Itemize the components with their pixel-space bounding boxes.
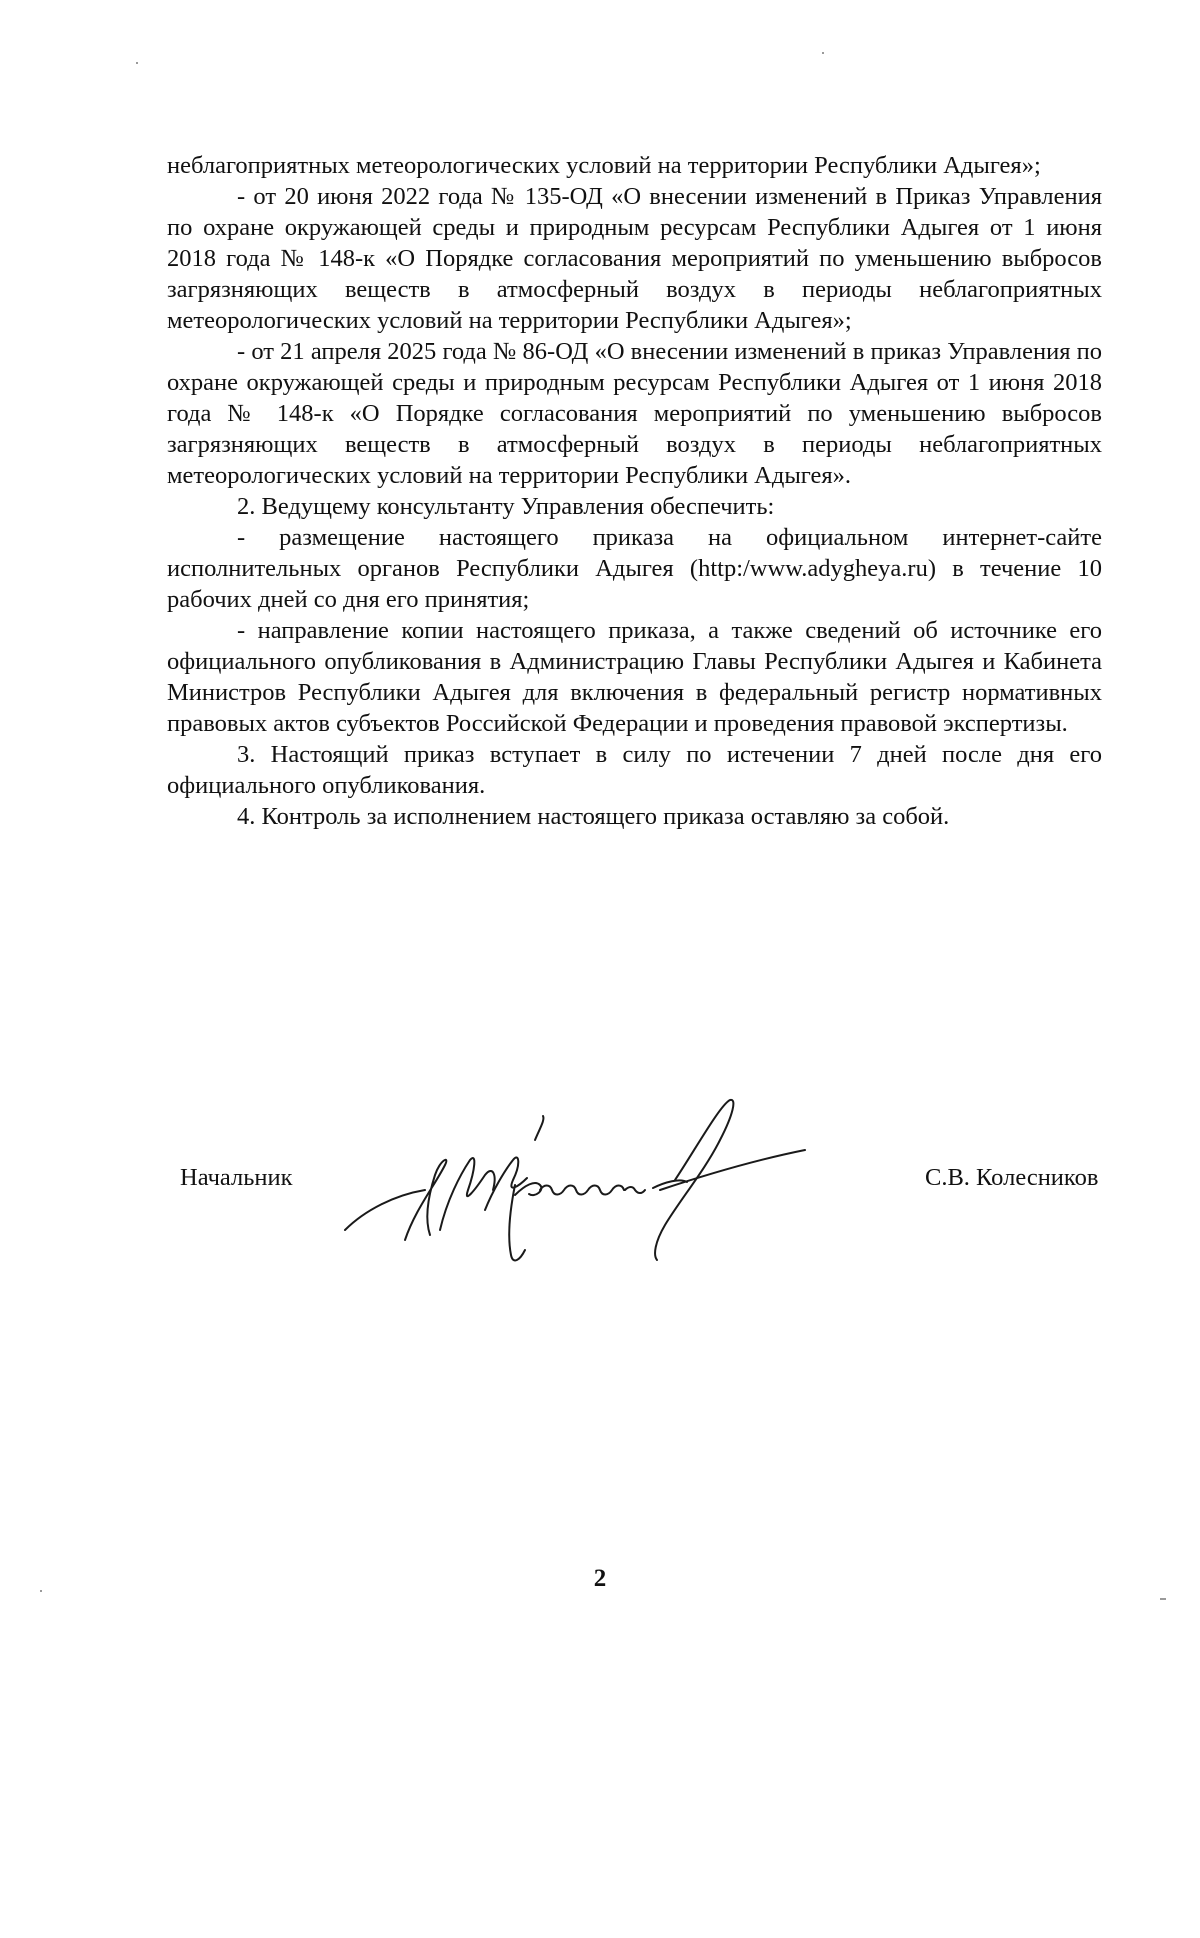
document-body — [167, 150, 1102, 832]
paragraph-continuation: неблагоприятных метеорологических условий на территории Республики Адыгея»; — [167, 152, 1041, 179]
signer-name: С.В. Колесников — [925, 1164, 1099, 1191]
scan-speck — [822, 52, 824, 54]
paragraph-item-2-publication: - размещение настоящего приказа на официальном интернет-сайте исполнительных органов Республики Адыгея (http:/www.adygheya.ru) в течение 10 рабочих дней со дня его принятия; — [167, 524, 1102, 613]
paragraph-item-2: 2. Ведущему консультанту Управления обеспечить: — [237, 493, 775, 520]
scan-speck — [1160, 1598, 1166, 1600]
paragraph-item-4: 4. Контроль за исполнением настоящего приказа оставляю за собой. — [237, 803, 950, 830]
paragraph-item-2-registry: - направление копии настоящего приказа, а также сведений об источнике его официального опубликования в Администрацию Главы Республики Адыгея и Кабинета Министров Республики Адыгея для включения в федеральный регистр нормативных правовых актов субъектов Российской Федерации и проведения правовой экспертизы. — [167, 617, 1102, 737]
page-number: 2 — [593, 1565, 607, 1592]
paragraph-item-3: 3. Настоящий приказ вступает в силу по истечении 7 дней после дня его официального опубликования. — [167, 741, 1102, 799]
scan-speck — [136, 62, 138, 64]
handwritten-signature — [335, 1090, 835, 1290]
paragraph-order-135-od: - от 20 июня 2022 года № 135-ОД «О внесении изменений в Приказ Управления по охране окружающей среды и природным ресурсам Республики Адыгея от 1 июня 2018 года № 148-к «О Порядке согласования мероприятий по уменьшению выбросов загрязняющих веществ в атмосферный воздух в периоды неблагоприятных метеорологических условий на территории Республики Адыгея»; — [167, 183, 1102, 334]
signer-position: Начальник — [180, 1164, 293, 1191]
scan-speck — [40, 1590, 42, 1592]
signature-block — [0, 1090, 1200, 1290]
paragraph-order-86-od: - от 21 апреля 2025 года № 86-ОД «О внесении изменений в приказ Управления по охране окружающей среды и природным ресурсам Республики Адыгея от 1 июня 2018 года № 148-к «О Порядке согласования мероприятий по уменьшению выбросов загрязняющих веществ в атмосферный воздух в периоды неблагоприятных метеорологических условий на территории Республики Адыгея». — [167, 338, 1102, 489]
